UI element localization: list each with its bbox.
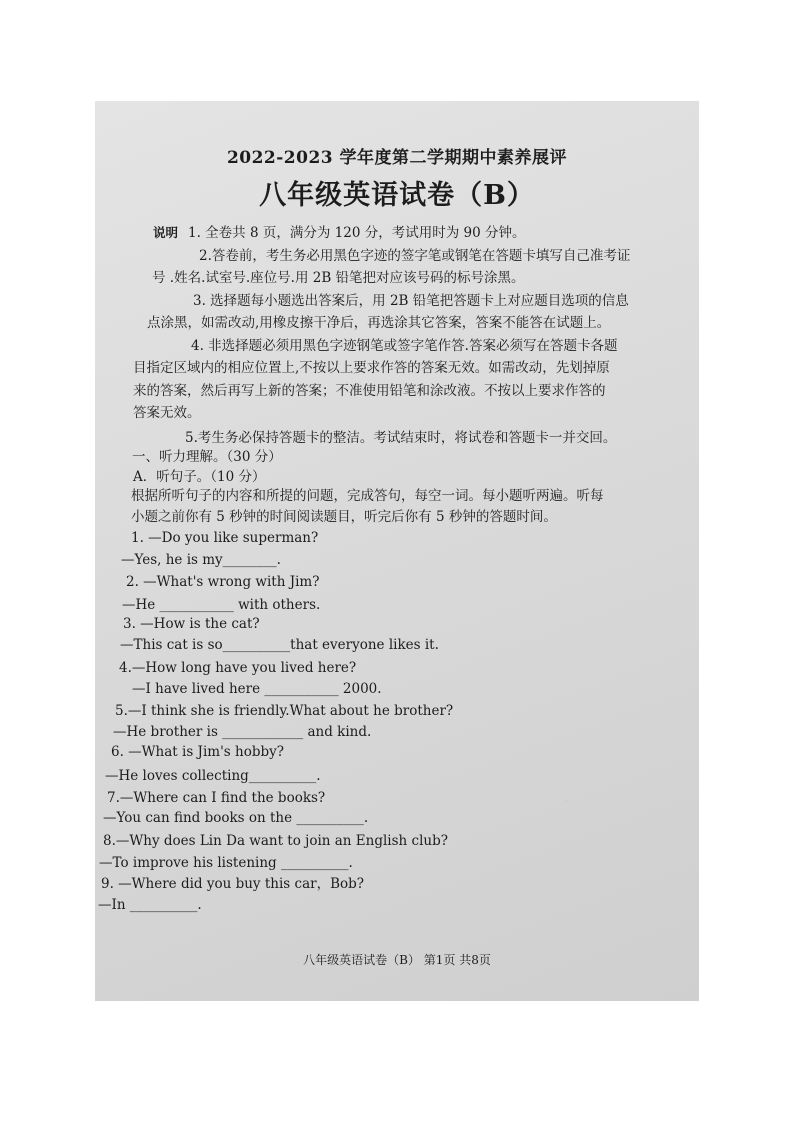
question-2-prompt: 2. —What's wrong with Jim?: [126, 574, 320, 590]
notes-label: 说明: [153, 225, 179, 240]
notes-line-8: 来的答案，然后再写上新的答案；不准使用铅笔和涂改液。不按以上要求作答的: [133, 383, 606, 399]
instruction-line-1: 根据所听句子的内容和所提的问题，完成答句，每空一词。每小题听两遍。听每: [131, 488, 604, 504]
question-6-answer: —He loves collecting__________.: [105, 768, 321, 784]
question-3-answer: —This cat is so__________that everyone likes it.: [120, 637, 439, 653]
notes-line-10: 5.考生务必保持答题卡的整洁。考试结束时，将试卷和答题卡一并交回。: [185, 430, 617, 446]
question-2-answer: —He ___________ with others.: [122, 597, 321, 613]
question-6-prompt: 6. —What is Jim's hobby?: [111, 744, 284, 760]
notes-line-1: [153, 224, 525, 242]
question-5-answer: —He brother is ____________ and kind.: [113, 724, 372, 740]
question-3-prompt: 3. —How is the cat?: [123, 616, 260, 632]
notes-line-3: 号 .姓名.试室号.座位号.用 2B 铅笔把对应该号码的标号涂黑。: [152, 270, 525, 286]
question-5-prompt: 5.—I think she is friendly.What about he brother?: [115, 703, 454, 719]
bleed-through-text: .: [565, 791, 568, 805]
page-footer: 八年级英语试卷（B） 第1页 共8页: [303, 953, 491, 967]
notes-line-6: 4. 非选择题必须用黑色字迹钢笔或签字笔作答.答案必须写在答题卡各题: [191, 338, 618, 354]
question-9-answer: —In __________.: [98, 897, 202, 913]
notes-line-5: 点涂黑，如需改动,用橡皮擦干净后，再选涂其它答案，答案不能答在试题上。: [147, 315, 611, 331]
question-8-answer: —To improve his listening __________.: [99, 855, 353, 871]
part-a-heading: A．听句子。（10 分）: [133, 469, 266, 485]
question-9-prompt: 9. —Where did you buy this car，Bob?: [101, 876, 364, 892]
question-1-answer: —Yes, he is my________.: [121, 552, 281, 568]
notes-line-9: 答案无效。: [133, 405, 201, 421]
section-heading: 一、听力理解。（30 分）: [132, 449, 282, 465]
notes-text-1: 1. 全卷共 8 页，满分为 120 分，考试用时为 90 分钟。: [188, 225, 526, 241]
notes-line-4: 3. 选择题每小题选出答案后，用 2B 铅笔把答题卡上对应题目选项的信息: [193, 293, 629, 309]
scanned-page-photo: [95, 101, 699, 1001]
exam-term-title: 2022-2023 学年度第二学期期中素养展评: [226, 148, 568, 168]
question-7-prompt: 7.—Where can I find the books?: [107, 790, 326, 806]
exam-paper-title: 八年级英语试卷（B）: [259, 180, 535, 211]
notes-line-7: 目指定区域内的相应位置上,不按以上要求作答的答案无效。如需改动，先划掉原: [133, 360, 610, 376]
question-1-prompt: 1. —Do you like superman?: [131, 530, 319, 546]
question-4-prompt: 4.—How long have you lived here?: [119, 660, 357, 676]
instruction-line-2: 小题之前你有 5 秒钟的时间阅读题目，听完后你有 5 秒钟的答题时间。: [131, 509, 557, 525]
exam-paper: [95, 101, 699, 1001]
question-4-answer: —I have lived here ___________ 2000.: [132, 681, 382, 697]
question-8-prompt: 8.—Why does Lin Da want to join an English club?: [103, 833, 448, 849]
notes-line-2: 2.答卷前，考生务必用黑色字迹的签字笔或钢笔在答题卡填写自己准考证: [199, 248, 631, 264]
question-7-answer: —You can find books on the __________.: [103, 810, 369, 826]
